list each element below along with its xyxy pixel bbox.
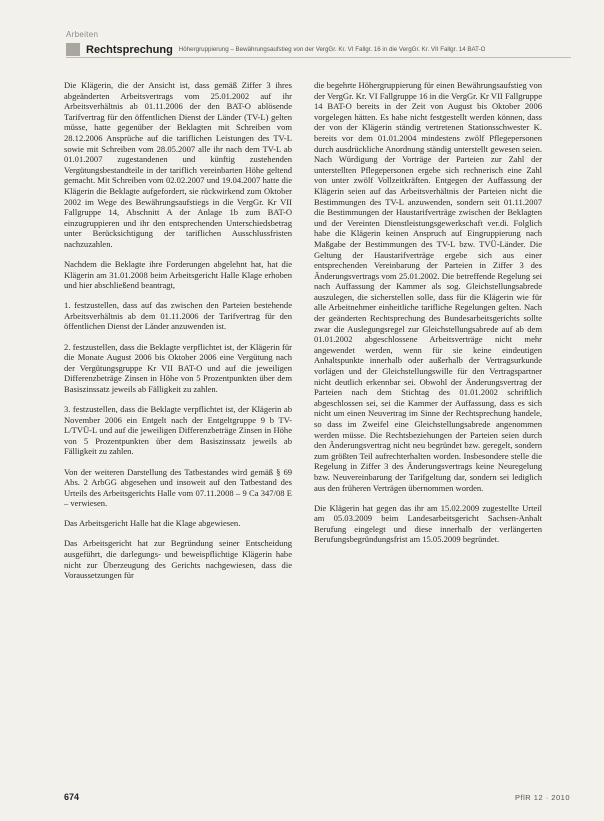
paragraph: Von der weiteren Darstellung des Tatbestandes wird gemäß § 69 Abs. 2 ArbGG abgesehen und insoweit auf den Tatbestand des Urteils des Arbeitsgerichts Halle vom 07.11.2008 – 9 Ca 347/08 E – verwiesen.: [64, 466, 292, 509]
paragraph: Nachdem die Beklagte ihre Forderungen abgelehnt hat, hat die Klägerin am 31.01.2008 beim Arbeitsgericht Halle Klage erhoben und hier abschließend beantragt,: [64, 259, 292, 291]
page-footer: [64, 792, 570, 806]
section-label: Arbeiten: [66, 30, 99, 39]
page-number: 674: [64, 792, 80, 802]
header-marker: [66, 43, 80, 56]
paragraph: Das Arbeitsgericht Halle hat die Klage abgewiesen.: [64, 518, 241, 529]
paragraph: 1. festzustellen, dass auf das zwischen den Parteien bestehende Arbeitsverhältnis ab dem 01.11.2006 der Tarifvertrag für den öffentlichen Dienst der Länder anzuwenden ist.: [64, 300, 292, 332]
paragraph: Das Arbeitsgericht hat zur Begründung seiner Entscheidung ausgeführt, die darlegungs- und beweispflichtige Klägerin habe nicht zur Überzeugung des Gerichts nachgewiesen, dass die Voraussetzungen für: [64, 538, 292, 581]
page-header: [66, 42, 571, 58]
paragraph: die begehrte Höhergruppierung für einen Bewährungsaufstieg von der VergGr. Kr. VI Fallgruppe 16 in die VergGr. Kr VII Fallgruppe 14 BAT-O bereits in der Zeit von August bis Oktober 2006 vorgelegen hätten. Es habe nicht festgestellt werden können, dass der von der Klägerin ständig vertretenen Stationsschwester K. bereits vor dem 01.01.2004 mindestens zwölf Pflegepersonen durch ausdrückliche Anordnung ständig unterstellt gewesen seien. Nach Würdigung der Vorträge der Parteien zur Zahl der unterstellten Pflegepersonen ergebe sich rechnerisch eine Zahl von unter zwölf Vollzeitkräften. Entgegen der Auffassung der Klägerin seien auf das Arbeitsverhältnis der Parteien nicht die Bestimmungen des TV-L anzuwenden, sondern seit 01.11.2007 die Bestimmungen der Haustarifverträge zwischen der Beklagten und der Vereinten Dienstleistungsgewerkschaft ver.di. Folglich habe die Klägerin keinen Anspruch auf Eingruppierung nach Maßgabe der Bestimmungen des TV-L bzw. TVÜ-Länder. Die Geltung der Haustarifverträge ergebe sich aus einer entsprechenden Vereinbarung der Parteien in Ziffer 3 des Änderungsvertrags vom 25.01.2002. Die betreffende Regelung sei nach Auffassung der Kammer als sog. Gleichstellungsabrede auszulegen, die sicherstellen solle, dass für die Klägerin wie für alle Arbeitnehmer einheitliche tarifliche Regelungen gelten. Nach der geänderten Rechtsprechung des Bundesarbeitsgerichts sollte zwar die Auslegungsregel zur Gleichstellungsabrede auf ab dem 01.01.2002 abgeschlossene Arbeitsverträge nicht mehr angewendet werden, wenn für sie keine eindeutigen Anhaltspunkte innerhalb oder außerhalb der Vertragsurkunde vorlägen und der Gleichstellungswille für den Vertragspartner nicht deutlich erkennbar sei. Obwohl der Änderungsvertrag der Parteien nach dem Stichtag des 01.01.2002 schriftlich abgeschlossen sei, sei die Kammer der Auffassung, dass es sich nicht um einen Neuvertrag im Sinne der Rechtsprechung handele, so dass im Zweifel eine Gleichstellungsabrede angenommen werden müsse. Die Rechtsbeziehungen der Parteien seien durch den Änderungsvertrag nicht neu begründet bzw. geregelt, sondern zum größten Teil aufrechterhalten worden. Insbesondere stelle die Regelung in Ziffer 3 des Änderungsvertrags keine Neuregelung bzw. Neuvereinbarung der Tarifgeltung dar, sondern sei lediglich aus den früheren Verträgen übernommen worden.: [314, 80, 542, 493]
paragraph: Die Klägerin hat gegen das ihr am 15.02.2009 zugestellte Urteil am 05.03.2009 beim Landesarbeitsgericht Sachsen-Anhalt Berufung eingelegt und diese innerhalb der verlängerten Berufungsbegründungsfrist am 15.05.2009 begründet.: [314, 502, 542, 545]
left-column: [64, 80, 292, 590]
paragraph: 3. festzustellen, dass die Beklagte verpflichtet ist, der Klägerin ab November 2006 ein Entgelt nach der Entgeltgruppe 9 b TV-L/TVÜ-L und auf die jeweiligen Differenzbeträge Zinsen in Höhe von 5 Prozentpunkten über dem Basiszinssatz jeweils ab Fälligkeit zu zahlen.: [64, 404, 292, 457]
header-title: Rechtsprechung: [86, 43, 173, 56]
paragraph: Die Klägerin, die der Ansicht ist, dass gemäß Ziffer 3 ihres abgeänderten Arbeitsvertrags vom 25.01.2002 auf ihr Arbeitsverhältnis ab 01.11.2006 der den BAT-O ablösende Tarifvertrag für den öffentlichen Dienst der Länder (TV-L) gelten müsse, hatte gegenüber der Beklagten mit Schreiben vom 28.12.2006 Ansprüche auf die tariflichen Leistungen des TV-L sowie mit Schreiben vom 28.05.2007 alle ihr nach dem TV-L ab 01.01.2007 zugestandenen und künftig zustehenden Vergütungsbestandteile in der tariflich vereinbarten Höhe geltend gemacht. Mit Schreiben vom 02.02.2007 und 19.04.2007 hatte die Klägerin die Beklagte aufgefordert, sie rückwirkend zum Oktober 2002 im Wege des Bewährungsaufstiegs in die VergGr. Kr VII Fallgruppe 14, Abschnitt A der Anlage 1b zum BAT-O einzugruppieren und ihr den entsprechenden Unterschiedsbetrag unter Berücksichtigung der tariflichen Ausschlussfristen nachzuzahlen.: [64, 80, 292, 249]
header-subtitle: Höhergruppierung – Bewährungsaufstieg von der VergGr. Kr. VI Fallgr. 16 in die VergGr. Kr. VII Fallgr. 14 BAT-O: [178, 46, 486, 53]
journal-reference: PflR 12 · 2010: [515, 793, 570, 802]
paragraph: 2. festzustellen, dass die Beklagte verpflichtet ist, der Klägerin für die Monate August 2006 bis Oktober 2006 eine Vergütung nach der Vergütungsgruppe Kr VII BAT-O und auf die jeweiligen Differenzbeträge Zinsen in Höhe von 5 Prozentpunkten über dem Basiszinssatz jeweils ab Fälligkeit zu zahlen.: [64, 341, 292, 394]
right-column: [314, 80, 542, 555]
